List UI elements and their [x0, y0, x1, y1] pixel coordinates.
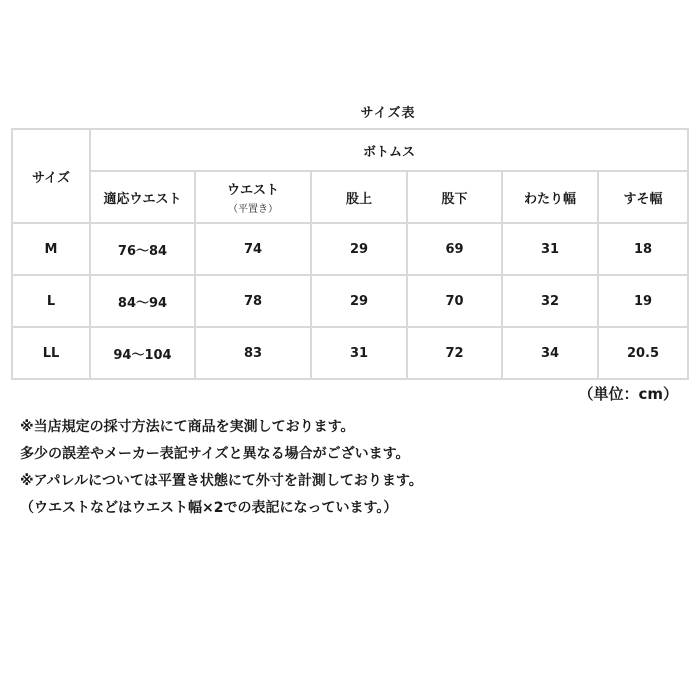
column-label: わたり幅 — [523, 191, 576, 207]
table-cell: 34 — [502, 327, 598, 379]
note-line: 多少の誤差やメーカー表記サイズと異なる場合がございます。 — [20, 446, 410, 462]
size-cell: M — [12, 223, 90, 275]
note-line: （ウエストなどはウエスト幅×2での表記になっています。） — [20, 500, 398, 516]
column-label: ウエスト — [226, 183, 279, 198]
table-row — [12, 327, 688, 379]
table-cell: 83 — [195, 327, 311, 379]
column-header-inseam — [407, 171, 502, 223]
column-header-fit-waist — [90, 171, 195, 223]
table-cell: 74 — [195, 223, 311, 275]
table-cell: 76～84 — [90, 223, 195, 275]
note-line: ※アパレルについては平置き状態にて外寸を計測しております。 — [20, 473, 423, 489]
table-cell: 94～104 — [90, 327, 195, 379]
notes-block — [20, 414, 690, 522]
size-table — [11, 128, 689, 380]
unit-label: （単位：cm） — [578, 385, 678, 403]
note-line: ※当店規定の採寸方法にて商品を実測しております。 — [20, 419, 355, 435]
table-row — [12, 223, 688, 275]
column-label: すそ幅 — [623, 191, 663, 207]
table-cell: 19 — [598, 275, 688, 327]
page-title: サイズ表 — [360, 106, 416, 121]
column-header-thigh-width — [502, 171, 598, 223]
table-cell: 29 — [311, 223, 407, 275]
table-cell: 20.5 — [598, 327, 688, 379]
header-row-group — [12, 129, 688, 171]
table-cell: 72 — [407, 327, 502, 379]
table-cell: 31 — [311, 327, 407, 379]
table-cell: 84～94 — [90, 275, 195, 327]
column-header-waist — [195, 171, 311, 223]
table-cell: 18 — [598, 223, 688, 275]
size-cell: L — [12, 275, 90, 327]
column-label: 股下 — [441, 191, 468, 207]
table-cell: 78 — [195, 275, 311, 327]
table-cell: 69 — [407, 223, 502, 275]
column-note: （平置き） — [228, 204, 278, 215]
size-cell: LL — [12, 327, 90, 379]
column-label: 適応ウエスト — [103, 191, 182, 207]
table-row — [12, 275, 688, 327]
column-label: 股上 — [345, 191, 372, 207]
table-cell: 31 — [502, 223, 598, 275]
column-header-hem-width — [598, 171, 688, 223]
table-cell: 32 — [502, 275, 598, 327]
size-column-header: サイズ — [12, 129, 90, 223]
bottoms-group-header: ボトムス — [90, 129, 688, 171]
table-cell: 70 — [407, 275, 502, 327]
table-cell: 29 — [311, 275, 407, 327]
header-row-columns — [12, 171, 688, 223]
column-header-rise — [311, 171, 407, 223]
